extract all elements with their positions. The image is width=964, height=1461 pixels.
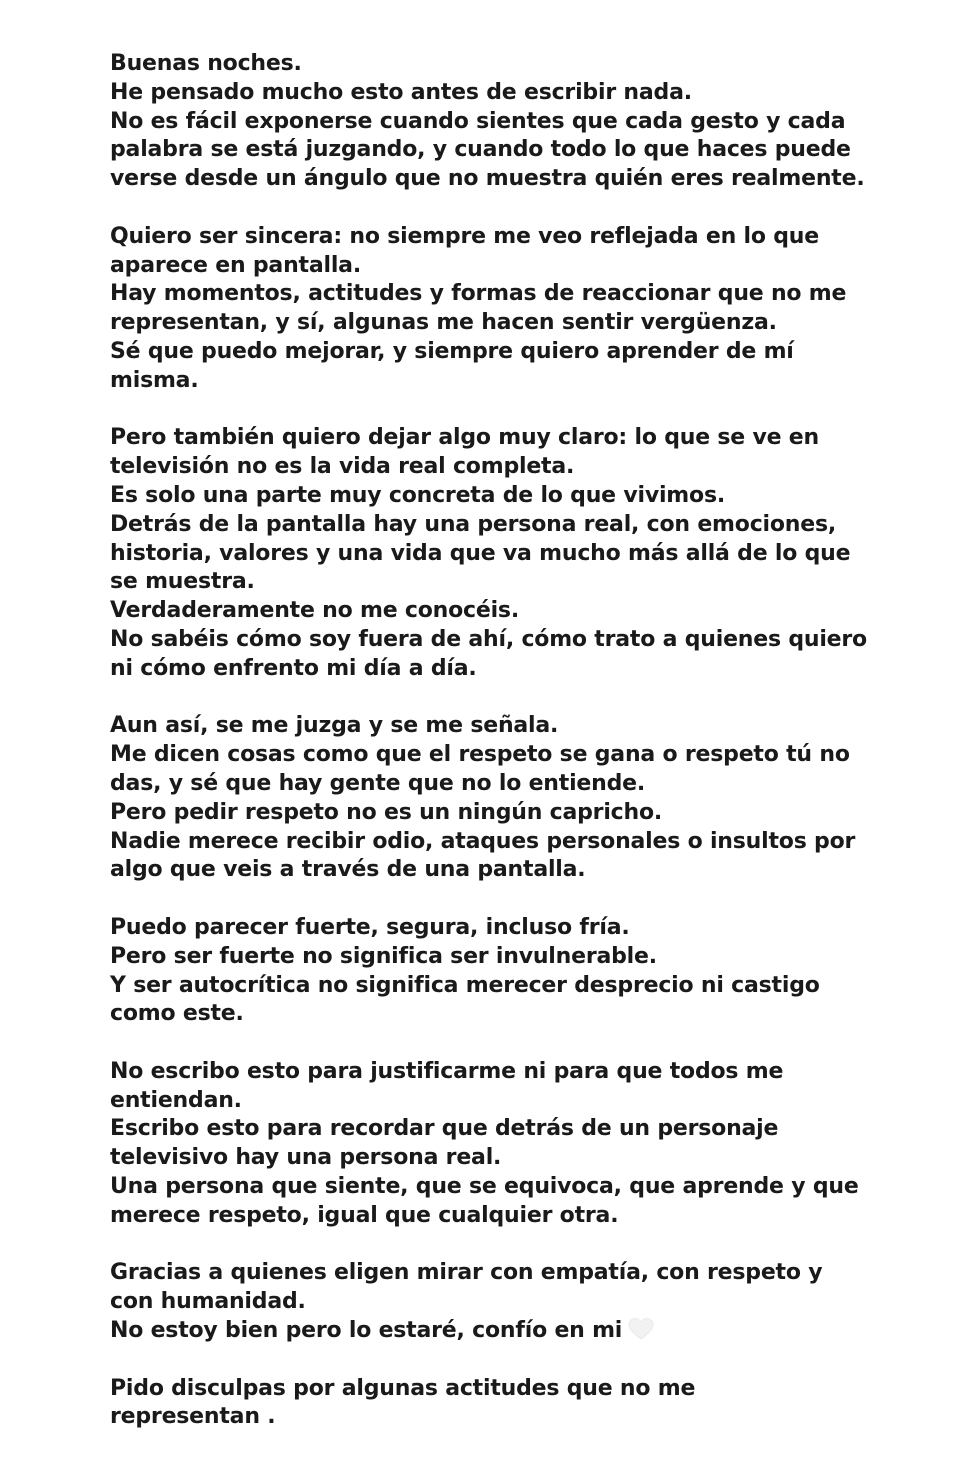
text-line-content: Gracias a quienes eligen mirar con empatía, con respeto y — [110, 1260, 823, 1286]
paragraph — [110, 914, 950, 1029]
text-line — [110, 223, 950, 252]
text-line — [110, 799, 950, 828]
text-line-content: No estoy bien pero lo estaré, confío en mi — [110, 1318, 623, 1344]
text-line-content: algo que veis a través de una pantalla. — [110, 857, 586, 883]
text-line-content: historia, valores y una vida que va mucho más allá de lo que — [110, 540, 851, 566]
white-heart-icon — [628, 1317, 654, 1341]
text-line — [110, 424, 950, 453]
text-line-content: representan, y sí, algunas me hacen sentir vergüenza. — [110, 310, 777, 336]
text-line — [110, 1288, 950, 1317]
text-line — [110, 1058, 950, 1087]
text-line — [110, 1144, 950, 1173]
text-line-content: Pero también quiero dejar algo muy claro: lo que se ve en — [110, 425, 819, 451]
text-line-content: Me dicen cosas como que el respeto se gana o respeto tú no — [110, 742, 850, 768]
paragraph — [110, 1375, 950, 1433]
text-line — [110, 309, 950, 338]
text-line — [110, 597, 950, 626]
text-line-content: Es solo una parte muy concreta de lo que vivimos. — [110, 482, 725, 508]
text-line — [110, 1317, 950, 1346]
text-line-content: Hay momentos, actitudes y formas de reaccionar que no me — [110, 281, 847, 307]
text-line — [110, 50, 950, 79]
text-line-content: Detrás de la pantalla hay una persona real, con emociones, — [110, 511, 837, 537]
message-body — [110, 50, 950, 1461]
text-line — [110, 1000, 950, 1029]
text-line-content: Pero pedir respeto no es un ningún capricho. — [110, 799, 663, 825]
text-line — [110, 943, 950, 972]
text-line — [110, 338, 950, 367]
text-line — [110, 280, 950, 309]
text-line-content: Buenas noches. — [110, 51, 302, 76]
text-line-content: No escribo esto para justificarme ni para que todos me — [110, 1058, 784, 1084]
text-line — [110, 79, 950, 108]
text-line — [110, 136, 950, 165]
text-line — [110, 453, 950, 482]
text-line-content: Puedo parecer fuerte, segura, incluso fría. — [110, 914, 630, 940]
text-line — [110, 108, 950, 137]
text-line — [110, 1173, 950, 1202]
paragraph — [110, 1058, 950, 1231]
text-line-content: Pido disculpas por algunas actitudes que no me — [110, 1375, 696, 1401]
text-line-content: palabra se está juzgando, y cuando todo lo que haces puede — [110, 137, 851, 163]
text-line — [110, 1202, 950, 1231]
text-line — [110, 972, 950, 1001]
text-line-content: Escribo esto para recordar que detrás de un personaje — [110, 1116, 779, 1142]
text-line-content: Pero ser fuerte no significa ser invulnerable. — [110, 943, 657, 969]
text-line-content: aparece en pantalla. — [110, 252, 361, 278]
text-line — [110, 568, 950, 597]
text-line — [110, 626, 950, 655]
text-line-content: Sé que puedo mejorar, y siempre quiero aprender de mí — [110, 338, 794, 364]
text-line — [110, 511, 950, 540]
text-line-content: He pensado mucho esto antes de escribir nada. — [110, 79, 692, 105]
text-line — [110, 1087, 950, 1116]
text-line — [110, 540, 950, 569]
paragraph — [110, 424, 950, 683]
text-line-content: No sabéis cómo soy fuera de ahí, cómo trato a quienes quiero — [110, 626, 867, 652]
text-line-content: verse desde un ángulo que no muestra quién eres realmente. — [110, 166, 865, 192]
text-line — [110, 367, 950, 396]
text-line — [110, 655, 950, 684]
text-line-content: ni cómo enfrento mi día a día. — [110, 655, 477, 681]
text-line-content: No es fácil exponerse cuando sientes que cada gesto y cada — [110, 108, 846, 134]
text-line — [110, 252, 950, 281]
text-line-content: merece respeto, igual que cualquier otra. — [110, 1202, 619, 1228]
text-line-content: Y ser autocrítica no significa merecer desprecio ni castigo — [110, 972, 820, 998]
text-line — [110, 914, 950, 943]
text-line — [110, 1259, 950, 1288]
paragraph — [110, 223, 950, 396]
text-line-content: como este. — [110, 1001, 244, 1027]
text-line-content: Quiero ser sincera: no siempre me veo reflejada en lo que — [110, 223, 819, 249]
text-line-content: se muestra. — [110, 569, 255, 595]
text-line-content: Una persona que siente, que se equivoca, que aprende y que — [110, 1174, 859, 1200]
text-line-content: entiendan. — [110, 1087, 242, 1113]
text-line — [110, 165, 950, 194]
text-line-content: televisivo hay una persona real. — [110, 1145, 502, 1171]
text-line — [110, 856, 950, 885]
text-line-content: televisión no es la vida real completa. — [110, 454, 575, 480]
text-line-content: das, y sé que hay gente que no lo entiende. — [110, 770, 646, 796]
text-line — [110, 482, 950, 511]
text-line — [110, 1375, 950, 1404]
paragraph — [110, 1259, 950, 1345]
text-line-content: Nadie merece recibir odio, ataques personales o insultos por — [110, 828, 856, 854]
text-line-content: representan . — [110, 1404, 276, 1430]
paragraph — [110, 50, 950, 194]
text-line — [110, 828, 950, 857]
text-line-content: Verdaderamente no me conocéis. — [110, 598, 519, 624]
text-line — [110, 770, 950, 799]
text-line — [110, 741, 950, 770]
text-line-content: con humanidad. — [110, 1289, 306, 1315]
paragraph — [110, 712, 950, 885]
text-line — [110, 1115, 950, 1144]
text-line — [110, 1403, 950, 1432]
text-line-content: Aun así, se me juzga y se me señala. — [110, 713, 559, 739]
text-line — [110, 712, 950, 741]
text-line-content: misma. — [110, 367, 199, 393]
